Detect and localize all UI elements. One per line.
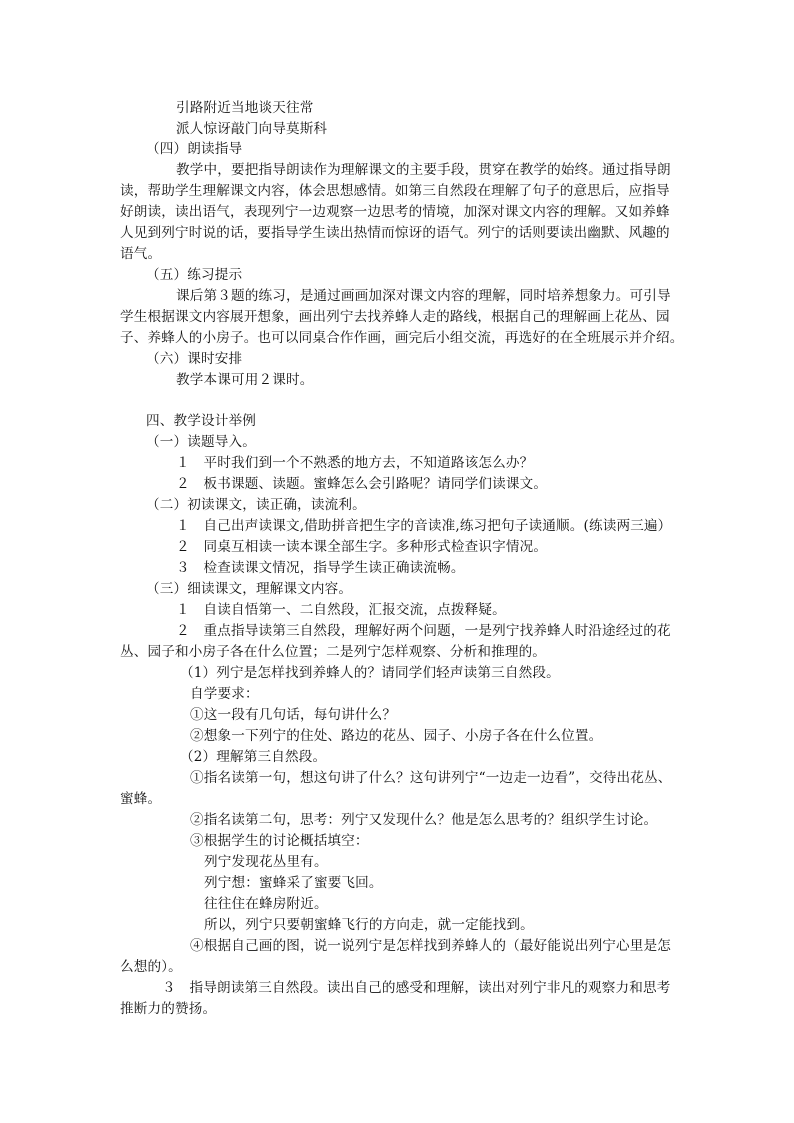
list-item: ３ 指导朗读第三自然段。读出自己的感受和理解，读出对列宁非凡的观察力和思考 <box>162 980 671 996</box>
list-item: １ 自己出声读课文,借助拼音把生字的音读准,练习把句子读通顺。(练读两三遍） <box>176 518 672 534</box>
section-heading: （四）朗读指导 <box>146 141 243 157</box>
section-heading: （五）练习提示 <box>146 267 243 283</box>
sub-item: ①指名读第一句，想这句讲了什么？这句讲列宁“一边走一边看”，交待出花丛、 <box>190 770 672 786</box>
paragraph-line: 课后第３题的练习，是通过画画加深对课文内容的理解，同时培养想象力。可引导 <box>176 288 671 304</box>
list-item: ３ 检查读课文情况，指导学生读正确读流畅。 <box>176 560 465 576</box>
vocab-line: 派人惊讶敲门向导莫斯科 <box>176 121 328 137</box>
list-item: １ 平时我们到一个不熟悉的地方去，不知道路该怎么办？ <box>176 455 534 471</box>
paragraph-line: 读，帮助学生理解课文内容，体会思想感情。如第三自然段在理解了句子的意思后，应指导 <box>120 183 670 199</box>
list-item: ２ 同桌互相读一读本课全部生字。多种形式检查识字情况。 <box>176 539 548 555</box>
sub-item: 自学要求： <box>190 686 259 702</box>
list-item: 推断力的赞扬。 <box>120 1001 217 1017</box>
list-item: ２ 重点指导读第三自然段，理解好两个问题，一是列宁找养蜂人时沿途经过的花 <box>176 623 671 639</box>
sub-item: （1）列宁是怎样找到养蜂人的？请同学们轻声读第三自然段。 <box>180 665 560 681</box>
paragraph-line: 教学中，要把指导朗读作为理解课文的主要手段，贯穿在教学的始终。通过指导朗 <box>176 162 671 178</box>
section-heading: （三）细读课文，理解课文内容。 <box>146 581 353 597</box>
sub-item: ③根据学生的讨论概括填空： <box>190 833 369 849</box>
list-item: １ 自读自悟第一、二自然段，汇报交流，点拨释疑。 <box>176 602 506 618</box>
section-heading: （二）初读课文，读正确，读流利。 <box>146 497 366 513</box>
list-item: ２ 板书课题、读题。蜜蜂怎么会引路呢？请同学们读课文。 <box>176 476 548 492</box>
sub-item: ②想象一下列宁的住处、路边的花丛、园子、小房子各在什么位置。 <box>190 728 603 744</box>
paragraph-line: 教学本课可用２课时。 <box>176 372 314 388</box>
section-heading: （六）课时安排 <box>146 351 243 367</box>
vocab-line: 引路附近当地谈天往常 <box>176 100 314 116</box>
sub-item: 么想的）。 <box>120 959 182 975</box>
sub-item: （2）理解第三自然段。 <box>180 749 327 765</box>
fill-blank-line: 往往住在蜂房附近。 <box>204 896 328 912</box>
paragraph-line: 子、养蜂人的小房子。也可以同桌合作作画，画完后小组交流，再选好的在全班展示并介绍。 <box>120 330 684 346</box>
sub-item: ①这一段有几句话，每句讲什么？ <box>190 707 397 723</box>
fill-blank-line: 所以，列宁只要朝蜜蜂飞行的方向走，就一定能找到。 <box>204 917 534 933</box>
sub-item: ④根据自己画的图，说一说列宁是怎样找到养蜂人的（最好能说出列宁心里是怎 <box>190 938 672 954</box>
fill-blank-line: 列宁想：蜜蜂采了蜜要飞回。 <box>204 875 383 891</box>
paragraph-line: 好朗读，读出语气，表现列宁一边观察一边思考的情境，加深对课文内容的理解。又如养蜂 <box>120 204 670 220</box>
paragraph-line: 语气。 <box>120 246 162 262</box>
section-heading: （一）读题导入。 <box>146 434 256 450</box>
paragraph-line: 人见到列宁时说的话，要指导学生读出热情而惊讶的语气。列宁的话则要读出幽默、风趣的 <box>120 225 670 241</box>
sub-item: ②指名读第二句，思考：列宁又发现什么？他是怎么思考的？组织学生讨论。 <box>190 812 658 828</box>
chapter-heading: 四、教学设计举例 <box>146 413 256 429</box>
fill-blank-line: 列宁发现花丛里有。 <box>204 854 328 870</box>
list-item: 丛、园子和小房子各在什么位置；二是列宁怎样观察、分析和推理的。 <box>120 644 547 660</box>
paragraph-line: 学生根据课文内容展开想象，画出列宁去找养蜂人走的路线，根据自己的理解画上花丛、园 <box>120 309 670 325</box>
sub-item: 蜜蜂。 <box>120 791 162 807</box>
